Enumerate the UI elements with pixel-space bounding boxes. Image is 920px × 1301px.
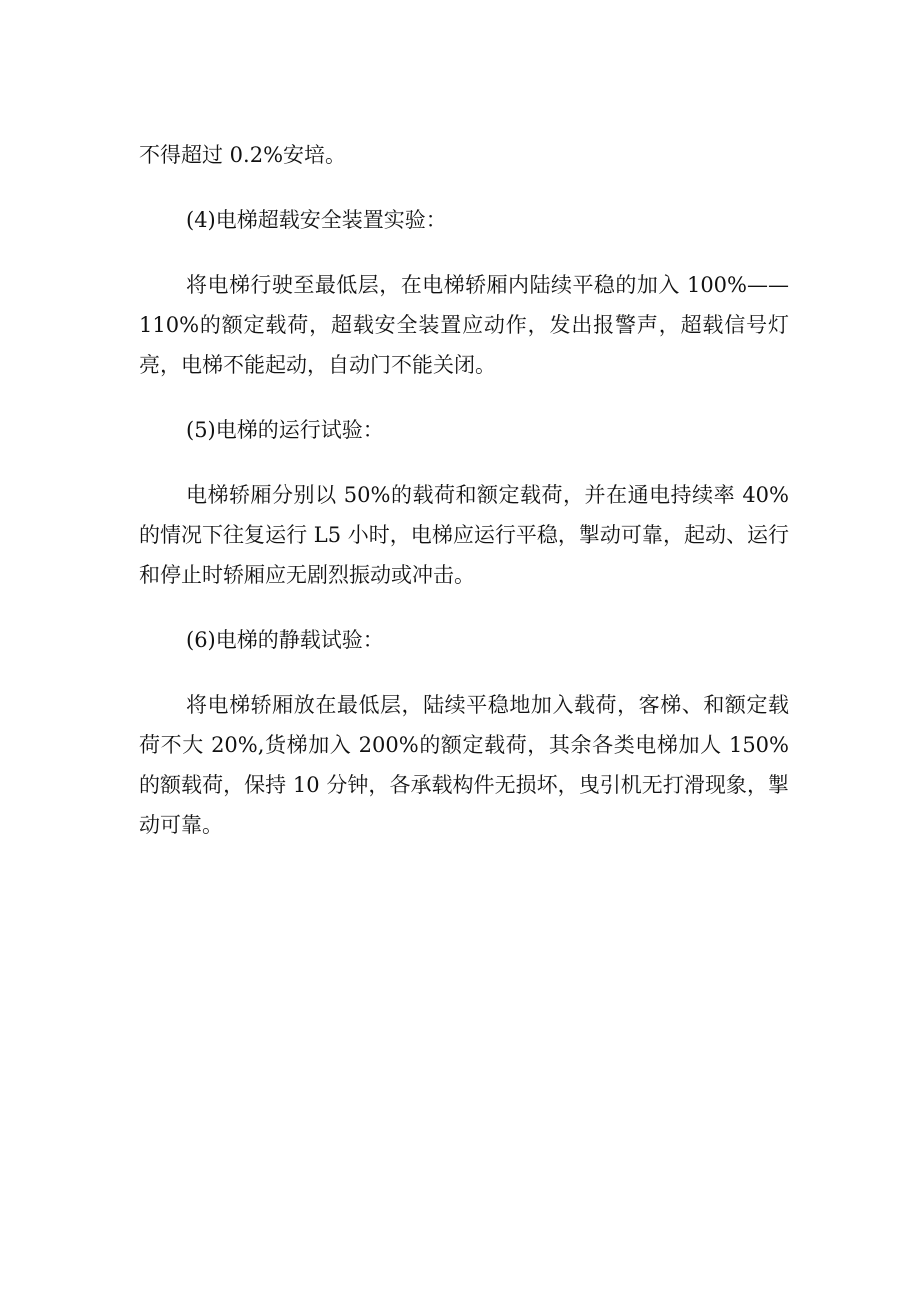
section-heading-running-test: (5)电梯的运行试验：: [186, 418, 384, 442]
paragraph-continuation: 不得超过 0.2%安培。: [139, 143, 347, 167]
document-body: [139, 135, 789, 845]
paragraph-static-load-test: 将电梯轿厢放在最低层，陆续平稳地加入载荷，客梯、和额定载荷不大 20%,货梯加入 200%的额定载荷，其余各类电梯加人 150%的额载荷，保持 10 分钟，各承载构件无损坏，曳引机无打滑现象，掣动可靠。: [139, 693, 789, 837]
section-heading-static-load-test: (6)电梯的静载试验：: [186, 628, 384, 652]
section-heading-overload-test: (4)电梯超载安全装置实验：: [186, 208, 447, 232]
paragraph-overload-test: 将电梯行驶至最低层，在电梯轿厢内陆续平稳的加入 100%——110%的额定载荷，超载安全装置应动作，发出报警声，超载信号灯亮，电梯不能起动，自动门不能关闭。: [139, 273, 789, 377]
paragraph-running-test: 电梯轿厢分别以 50%的载荷和额定载荷，并在通电持续率 40%的情况下往复运行 L5 小时，电梯应运行平稳，掣动可靠，起动、运行和停止时轿厢应无剧烈振动或冲击。: [139, 483, 789, 587]
